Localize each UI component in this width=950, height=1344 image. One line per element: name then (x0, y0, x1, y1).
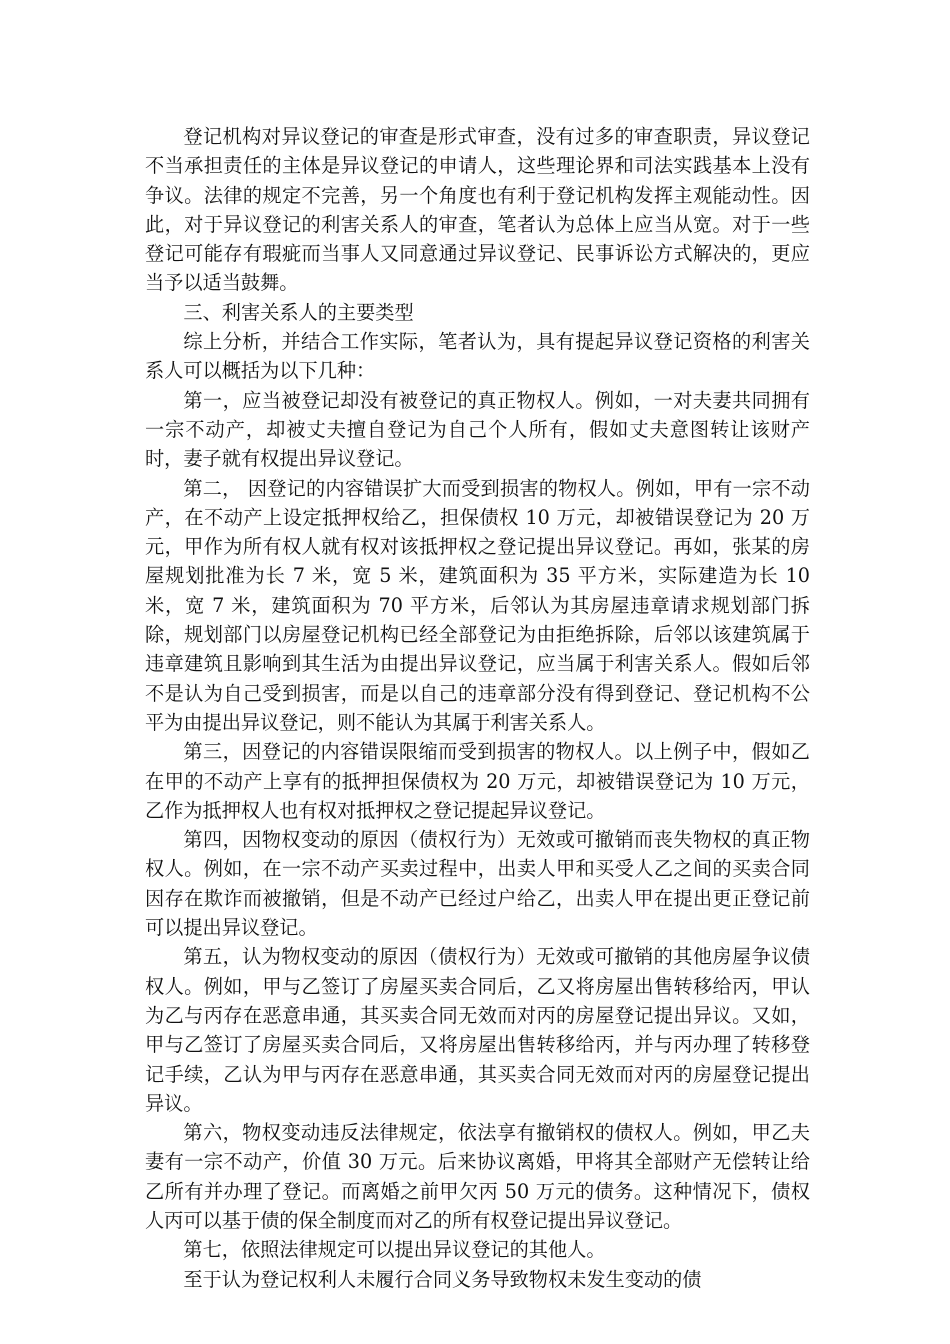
paragraph-summary: 综上分析，并结合工作实际，笔者认为，具有提起异议登记资格的利害关系人可以概括为以下几种： (145, 330, 810, 383)
paragraph-type-5: 第五，认为物权变动的原因（债权行为）无效或可撤销的其他房屋争议债权人。例如，甲与乙签订了房屋买卖合同后，乙又将房屋出售转移给丙，甲认为乙与丙存在恶意串通，其买卖合同无效而对丙的房屋登记提出异议。又如，甲与乙签订了房屋买卖合同后，又将房屋出售转移给丙，并与丙办理了转移登记手续，乙认为甲与丙存在恶意串通，其买卖合同无效而对丙的房屋登记提出异议。 (145, 945, 810, 1115)
paragraph-type-3: 第三，因登记的内容错误限缩而受到损害的物权人。以上例子中，假如乙在甲的不动产上享有的抵押担保债权为 20 万元，却被错误登记为 10 万元，乙作为抵押权人也有权对抵押权之登记提起异议登记。 (145, 740, 810, 822)
paragraph-type-7: 第七，依照法律规定可以提出异议登记的其他人。 (183, 1238, 606, 1262)
paragraph-type-6: 第六，物权变动违反法律规定，依法享有撤销权的债权人。例如，甲乙夫妻有一宗不动产，价值 30 万元。后来协议离婚，甲将其全部财产无偿转让给乙所有并办理了登记。而离婚之前甲欠丙 50 万元的债务。这种情况下，债权人丙可以基于债的保全制度而对乙的所有权登记提出异议登记。 (145, 1121, 810, 1232)
section-heading-interested-parties: 三、利害关系人的主要类型 (183, 300, 414, 324)
paragraph-type-4: 第四，因物权变动的原因（债权行为）无效或可撤销而丧失物权的真正物权人。例如，在一宗不动产买卖过程中，出卖人甲和买受人乙之间的买卖合同因存在欺诈而被撤销，但是不动产已经过户给乙，出卖人甲在提出更正登记前可以提出异议登记。 (145, 828, 810, 940)
document-body (145, 122, 810, 1294)
paragraph-continuation: 至于认为登记权利人未履行合同义务导致物权未发生变动的债 (183, 1267, 702, 1291)
paragraph-review-standard: 登记机构对异议登记的审查是形式审查，没有过多的审查职责，异议登记不当承担责任的主体是异议登记的申请人，这些理论界和司法实践基本上没有争议。法律的规定不完善，另一个角度也有利于登记机构发挥主观能动性。因此，对于异议登记的利害关系人的审查，笔者认为总体上应当从宽。对于一些登记可能存有瑕疵而当事人又同意通过异议登记、民事诉讼方式解决的，更应当予以适当鼓舞。 (145, 125, 810, 295)
paragraph-type-2: 第二， 因登记的内容错误扩大而受到损害的物权人。例如，甲有一宗不动产，在不动产上设定抵押权给乙，担保债权 10 万元，却被错误登记为 20 万元，甲作为所有权人就有权对该抵押权之登记提出异议登记。再如，张某的房屋规划批准为长 7 米，宽 5 米，建筑面积为 35 平方米，实际建造为长 10 米，宽 7 米，建筑面积为 70 平方米，后邻认为其房屋违章请求规划部门拆除，规划部门以房屋登记机构已经全部登记为由拒绝拆除，后邻以该建筑属于违章建筑且影响到其生活为由提出异议登记，应当属于利害关系人。假如后邻不是认为自己受到损害，而是以自己的违章部分没有得到登记、登记机构不公平为由提出异议登记，则不能认为其属于利害关系人。 (145, 476, 810, 734)
paragraph-type-1: 第一，应当被登记却没有被登记的真正物权人。例如，一对夫妻共同拥有一宗不动产，却被丈夫擅自登记为自己个人所有，假如丈夫意图转让该财产时，妻子就有权提出异议登记。 (145, 388, 810, 471)
